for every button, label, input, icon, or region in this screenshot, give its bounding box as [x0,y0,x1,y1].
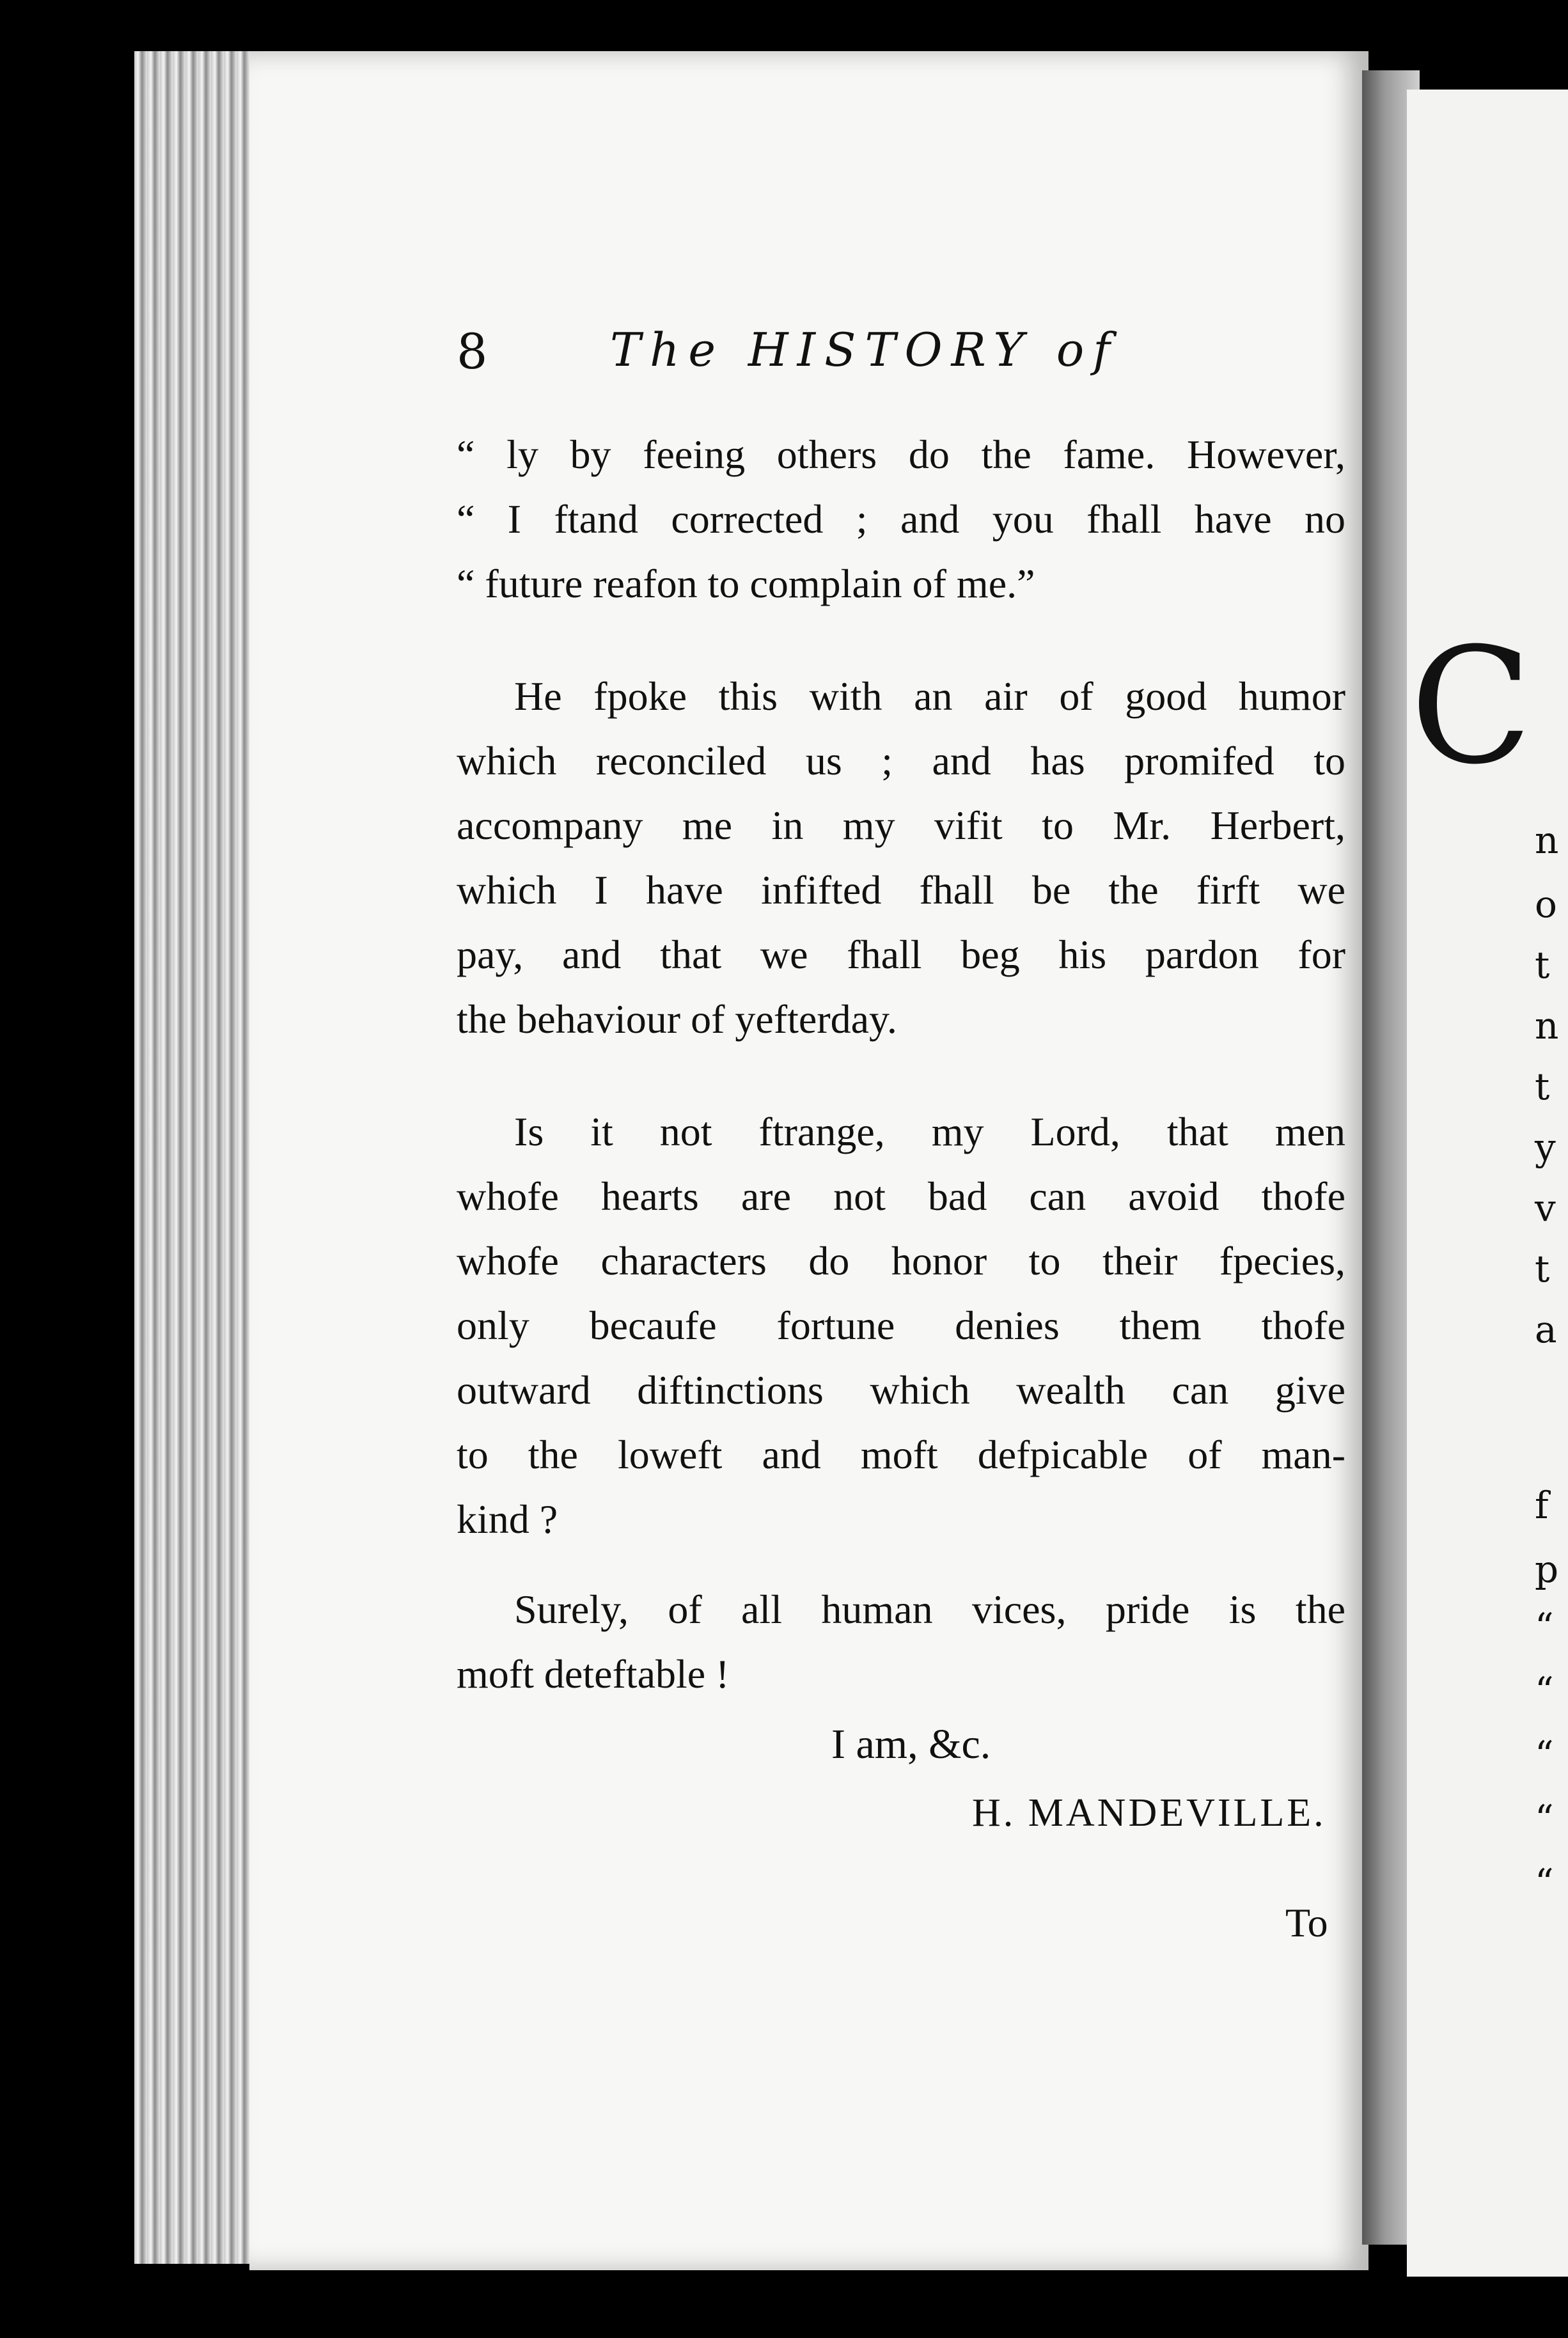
text-line: Surely, of all human vices, pride is the [514,1587,1345,1632]
text-line: whofe characters do honor to their fpecies, [457,1238,1345,1283]
letter-closing: I am, &c. [831,1721,991,1768]
paragraph [457,422,1345,616]
facing-page-fragment: t [1535,943,1550,987]
paragraph [457,1577,1345,1706]
facing-page-fragment: t [1535,1065,1550,1108]
facing-page-fragment: n [1535,819,1559,862]
facing-page-fragment: f [1535,1484,1549,1527]
text-line: moft deteftable ! [457,1651,730,1697]
text-line: which reconciled us ; and has promifed to [457,738,1345,783]
paragraph [457,664,1345,1051]
facing-page-fragment: n [1535,1004,1559,1047]
facing-page-fragment: “ [1535,1797,1554,1840]
text-line: only becaufe fortune denies them thofe [457,1303,1345,1348]
facing-page-fragment: “ [1535,1669,1554,1713]
text-line: outward diftinctions which wealth can give [457,1367,1345,1413]
text-line: He fpoke this with an air of good humor [514,673,1345,719]
facing-page-fragment: “ [1535,1605,1554,1649]
text-line: to the loweft and moft defpicable of man- [457,1432,1345,1477]
body-text [457,422,1345,1706]
facing-page-initial: C [1410,613,1533,799]
facing-page-fragment: “ [1535,1861,1554,1904]
text-line: Is it not ftrange, my Lord, that men [514,1109,1345,1154]
text-line: “ I ftand corrected ; and you fhall have no [457,496,1345,542]
running-title: The HISTORY of [610,323,1119,377]
paragraph [457,1099,1345,1551]
facing-page-fragment: t [1535,1247,1550,1291]
text-line: “ future reafon to complain of me.” [457,561,1035,606]
text-line: “ ly by feeing others do the fame. However, [457,432,1345,477]
facing-page-fragment: “ [1535,1733,1554,1777]
facing-page-fragment: a [1535,1308,1557,1351]
text-line: pay, and that we fhall beg his pardon for [457,932,1345,977]
text-line: whofe hearts are not bad can avoid thofe [457,1173,1345,1219]
facing-page [1407,90,1568,2277]
letter-signature: H. MANDEVILLE. [972,1791,1326,1835]
text-line: accompany me in my vifit to Mr. Herbert, [457,803,1345,848]
text-line: kind ? [457,1496,558,1542]
facing-page-fragment: y [1535,1126,1556,1169]
catchword: To [1285,1900,1328,1945]
facing-page-fragment: p [1535,1548,1559,1591]
text-line: which I have infifted fhall be the firft we [457,867,1345,913]
page-header [457,323,1345,393]
text-line: the behaviour of yefterday. [457,996,897,1042]
facing-page-fragment: v [1535,1186,1556,1230]
page-number: 8 [457,323,488,380]
facing-page-fragment: o [1535,883,1557,926]
